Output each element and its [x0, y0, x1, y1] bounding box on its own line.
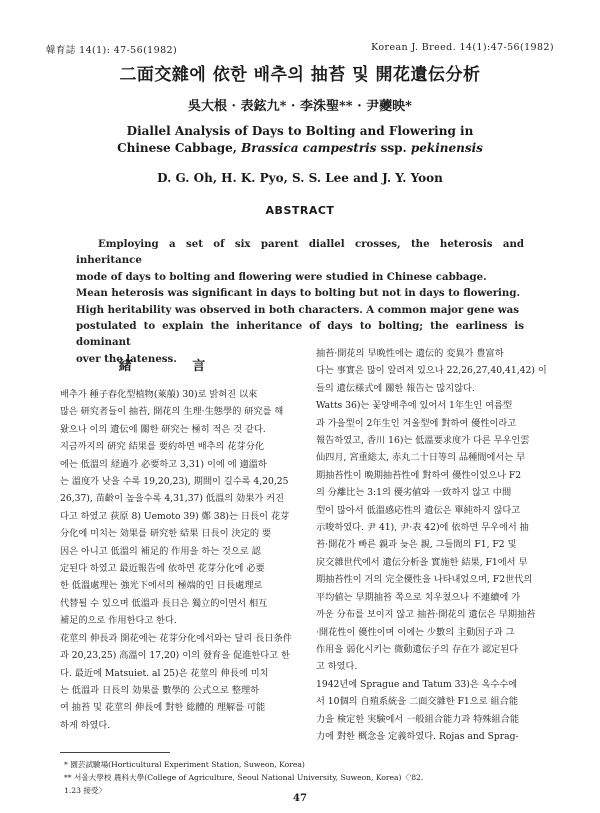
- footnotes: [64, 758, 544, 797]
- body-line: 지금까지의 硏究 結果를 要約하면 배추의 花芽分化: [60, 441, 265, 453]
- species-name: Brassica campestris: [241, 141, 377, 155]
- body-line: 는 低溫과 日長의 効果를 數學的 公式으로 整理하: [60, 684, 260, 696]
- body-line: 다. 最近에 Matsuiet. al 25)은 花莖의 伸長에 미치: [60, 667, 269, 679]
- title-english-part-a: Chinese Cabbage,: [117, 141, 242, 155]
- journal-header-right: Korean J. Breed. 14(1):47-56(1982): [371, 42, 554, 53]
- abstract-line: Mean heterosis was significant in days to bolting but not in days to flowering.: [76, 287, 521, 300]
- right-column: [316, 345, 548, 745]
- body-line: 期抽苔性이 거의 完全優性을 나타내었으며, F2世代의: [316, 574, 533, 586]
- body-line: 다는 事實은 많이 알려져 있으나 22,26,27,40,41,42) 이: [316, 365, 547, 377]
- body-line: 들의 遺伝様式에 關한 報告는 많지않다.: [316, 382, 475, 394]
- title-english-line-1: Diallel Analysis of Days to Bolting and Flowering in: [126, 124, 474, 138]
- body-line: 왔으나 이의 遺伝에 關한 研究는 極히 적은 것 같다.: [60, 423, 266, 435]
- body-line: 과 가을型이 2年生인 겨울型에 對하여 優性이라고: [316, 417, 517, 429]
- abstract-heading: ABSTRACT: [265, 204, 335, 217]
- body-line: 花莖의 伸長과 開花에는 花芽分化에서와는 달리 長日条件: [60, 632, 292, 644]
- abstract-line: mode of days to bolting and flowering were studied in Chinese cabbage.: [76, 270, 487, 283]
- abstract-line: over the lateness.: [76, 352, 177, 365]
- body-line: 에는 低溫의 経過가 必要하고 3,31) 이에 에 適溫하: [60, 458, 267, 470]
- authors-korean: 吳大根 · 表鉉九* · 李洙聖** · 尹虁映*: [188, 99, 412, 114]
- body-line: 期抽苔性이 晩期抽苔性에 對하여 優性이었으나 F2: [316, 469, 522, 481]
- body-line: 報告하였고, 香川 16)는 低溫要求度가 다른 무우인雲: [316, 435, 530, 447]
- body-line: 分化에 미치는 効果를 研究한 結果 日長이 決定的 要: [60, 528, 272, 540]
- body-line: 1942년에 Sprague and Tatum 33)은 옥수수에: [316, 678, 518, 690]
- body-line: 因은 아니고 低溫의 補足的 作用을 하는 것으로 認: [60, 545, 261, 557]
- footnote-line: * 園芸試驗場(Horticultural Experiment Station, Suweon, Korea): [64, 760, 305, 769]
- body-line: 배추가 種子春化型植物(萊菔) 30)로 밝혀진 以來: [60, 389, 258, 400]
- body-line: Watts 36)는 꽃양배추에 있어서 1年生인 여름型: [316, 400, 513, 412]
- body-line: 定된다 하였고 最近報告에 依하면 花芽分化에 必要: [60, 563, 265, 575]
- body-line: 補足的으로 作用한다고 한다.: [60, 615, 177, 627]
- body-line: 과 20,23,25) 高溫이 17,20) 이의 發育을 促進한다고 한: [60, 650, 290, 662]
- title-english-part-b: ssp.: [376, 141, 411, 155]
- footnote-line: ** 서울大學校 農科大學(College of Agriculture, Seoul National University, Suweon, Korea)〈'82.: [64, 773, 424, 782]
- journal-header-left: 韓育誌 14(1): 47-56(1982): [46, 45, 178, 56]
- body-line: 의 分離比는 3:1의 優劣値와 一致하지 않고 中間: [316, 487, 512, 499]
- body-line: 는 溫度가 낮을 수록 19,20,23), 期間이 길수록 4,20,25: [60, 476, 289, 488]
- body-line: 示唆하였다. 尹 41), 尹·表 42)에 依하면 무우에서 抽: [316, 522, 529, 534]
- body-line: 抽苔·開花의 早晩性에는 遺伝的 変異가 豊富하: [316, 348, 504, 359]
- body-line: 仙四月, 宮重総太, 赤丸二十日等의 品種間에서는 早: [316, 452, 526, 464]
- body-line: 平均値는 早期抽苔 쪽으로 치우쳤으나 不連續에 가: [316, 591, 521, 603]
- body-line: 苔·開花가 빠른 親과 늦은 親, 그들間의 F1, F2 및: [316, 539, 517, 551]
- subspecies-name: pekinensis: [410, 141, 483, 155]
- body-line: 作用을 弱化시키는 微動遺伝子의 存在가 認定된다: [316, 643, 519, 655]
- title-english: [0, 123, 600, 157]
- abstract-line: High heritability was observed in both characters. A common major gene was: [76, 303, 519, 316]
- body-line: 고 하였다.: [316, 661, 358, 673]
- body-line: 26,37), 苗齡이 높을수록 4,31,37) 低溫의 効果가 커진: [60, 493, 284, 505]
- footnote-line: 1.23 接受〉: [64, 786, 107, 795]
- body-line: 力에 對한 概念을 定義하였다. Rojas and Sprag-: [316, 730, 519, 742]
- left-column: [60, 358, 292, 734]
- body-line: 代替될 수 있으며 低溫과 長日은 獨立的이면서 相互: [60, 597, 268, 609]
- abstract-line: Employing a set of six parent diallel crosses, the heterosis and inheritance: [76, 238, 524, 267]
- body-line: 서 10個의 自殖系統을 二面交雜한 F1으로 組合能: [316, 696, 519, 708]
- body-line: 하게 하였다.: [60, 719, 111, 731]
- abstract-line: postulated to explain the inheritance of days to bolting; the earliness is dominant: [76, 320, 524, 349]
- title-english-line-2: [0, 140, 600, 157]
- body-line: 많은 研究者들이 抽苔, 開花의 生理·生態學的 研究를 해: [60, 406, 284, 418]
- authors-english: D. G. Oh, H. K. Pyo, S. S. Lee and J. Y. Yoon: [157, 171, 443, 185]
- body-line: 戻交雜世代에서 遺伝分析을 實施한 結果, F1에서 早: [316, 556, 528, 568]
- body-line: 까운 分布를 보이지 않고 抽苔·開花의 遺伝은 早期抽苔: [316, 609, 536, 621]
- body-line: 다고 하였고 荻原 8) Uemoto 39) 鄭 38)는 日長이 花芽: [60, 510, 290, 522]
- body-line: ·開花性이 優性이며 이에는 少數의 主動因子과 그: [316, 626, 515, 638]
- body-line: 여 抽苔 및 花莖의 伸長에 對한 総體的 理解를 可能: [60, 702, 266, 714]
- title-korean: 二面交雜에 依한 배추의 抽苔 및 開花遺伝分析: [119, 65, 481, 85]
- footnote-divider: [60, 752, 170, 753]
- body-line: 力을 検定한 実験에서 一般組合能力과 特殊組合能: [316, 713, 520, 725]
- page-number: 47: [293, 793, 307, 804]
- body-line: 型이 많아서 低溫感応性의 遺伝은 單純하지 않다고: [316, 504, 521, 516]
- section-heading-introduction: 緒 言: [118, 359, 234, 374]
- body-line: 한 低溫處理는 強光下에서의 極端的인 日長處理로: [60, 580, 263, 592]
